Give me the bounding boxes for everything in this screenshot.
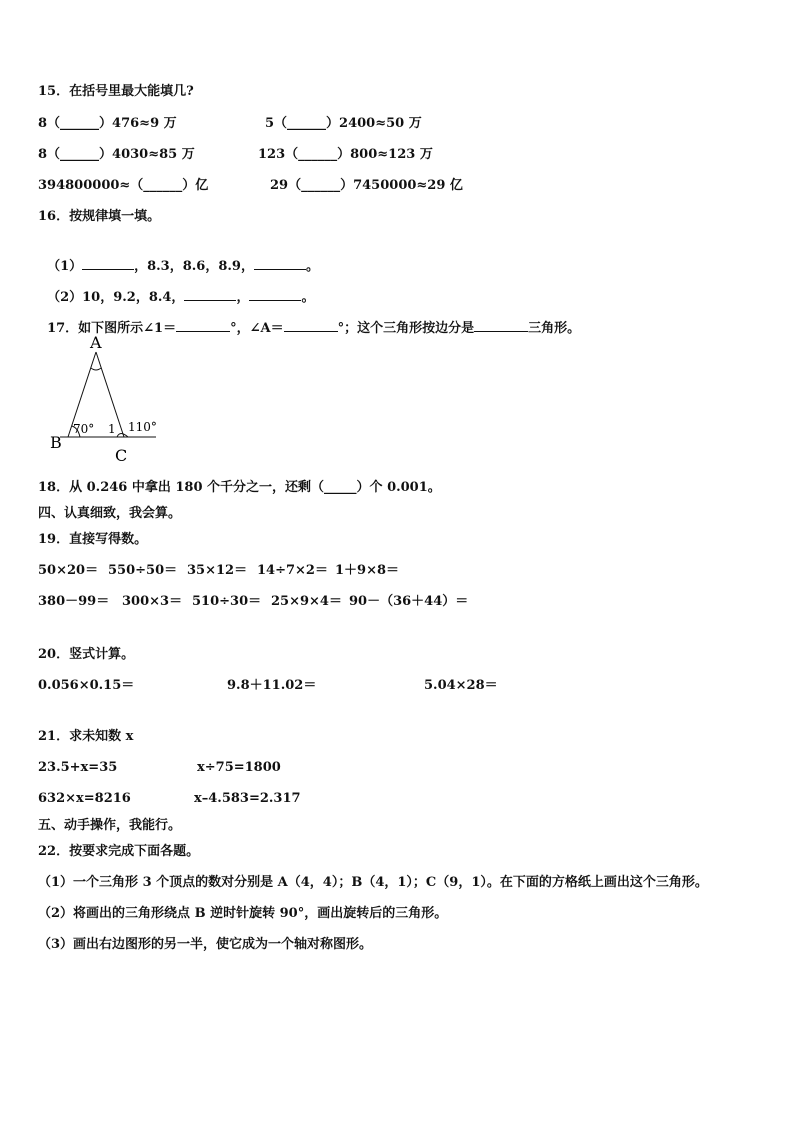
q17-part1: 17．如下图所示∠1＝ bbox=[47, 321, 177, 336]
q15-row2-right: 123（______）800≈123 万 bbox=[258, 147, 433, 162]
q16-line1-end: 。 bbox=[305, 259, 319, 274]
q17-blank-angleA[interactable] bbox=[284, 319, 338, 332]
label-a: A bbox=[90, 333, 102, 352]
q21-item-2: x÷75=1800 bbox=[197, 760, 281, 775]
label-angle-b: 70° bbox=[73, 422, 95, 436]
q15-title: 15．在括号里最大能填几? bbox=[38, 84, 194, 99]
q19-r2-c4: 25×9×4＝ bbox=[271, 594, 342, 609]
q19-r1-c3: 35×12＝ bbox=[187, 563, 248, 578]
q21-title: 21．求未知数 x bbox=[38, 729, 134, 744]
q20-item-3: 5.04×28＝ bbox=[424, 678, 498, 693]
q16-blank-1[interactable] bbox=[82, 257, 134, 270]
q16-line1-prefix: （1） bbox=[47, 259, 83, 274]
q17-part4: 三角形。 bbox=[528, 321, 581, 336]
q15-row3-right: 29（______）7450000≈29 亿 bbox=[270, 178, 463, 193]
q17-blank-type[interactable] bbox=[474, 319, 528, 332]
q21-item-4: x–4.583=2.317 bbox=[194, 791, 301, 806]
q16-blank-3[interactable] bbox=[184, 288, 236, 301]
q17-part3: °；这个三角形按边分是 bbox=[337, 321, 475, 336]
q22-sub-1: （1）一个三角形 3 个顶点的数对分别是 A（4，4）；B（4，1）；C（9，1）。在下面的方格纸上画出这个三角形。 bbox=[38, 875, 708, 890]
q16-line1-sequence: ，8.3，8.6，8.9， bbox=[134, 259, 254, 274]
label-c: C bbox=[115, 446, 128, 465]
q20-item-1: 0.056×0.15＝ bbox=[38, 678, 135, 693]
q16-line2 bbox=[38, 272, 314, 306]
q19-r1-c5: 1＋9×8＝ bbox=[335, 563, 400, 578]
q22-sub-3: （3）画出右边图形的另一半，使它成为一个轴对称图形。 bbox=[38, 937, 373, 952]
q15-row3-left: 394800000≈（______）亿 bbox=[38, 178, 209, 193]
q15-row1-left: 8（______）476≈9 万 bbox=[38, 116, 177, 131]
section-4-heading: 四、认真细致，我会算。 bbox=[38, 506, 182, 521]
q16-line2-end: 。 bbox=[301, 290, 315, 305]
q19-r1-c1: 50×20＝ bbox=[38, 563, 99, 578]
q19-title: 19．直接写得数。 bbox=[38, 532, 148, 547]
q15-row2-left: 8（______）4030≈85 万 bbox=[38, 147, 195, 162]
q19-r1-c2: 550÷50＝ bbox=[108, 563, 178, 578]
q16-title: 16．按规律填一填。 bbox=[38, 209, 161, 224]
q21-item-1: 23.5+x=35 bbox=[38, 760, 118, 775]
q21-item-3: 632×x=8216 bbox=[38, 791, 131, 806]
label-angle-ext: 110° bbox=[128, 420, 157, 434]
q16-line2-comma: ， bbox=[236, 290, 250, 305]
q22-title: 22．按要求完成下面各题。 bbox=[38, 844, 200, 859]
q16-blank-4[interactable] bbox=[249, 288, 301, 301]
q19-r2-c5: 90－（36＋44）＝ bbox=[349, 594, 469, 609]
q18-question: 18．从 0.246 中拿出 180 个千分之一，还剩（_____）个 0.001。 bbox=[38, 480, 441, 495]
q20-title: 20．竖式计算。 bbox=[38, 647, 135, 662]
q17-part2: °，∠A＝ bbox=[230, 321, 284, 336]
triangle-figure bbox=[40, 328, 180, 468]
angle-c-arc bbox=[117, 434, 128, 438]
section-5-heading: 五、动手操作，我能行。 bbox=[38, 818, 182, 833]
label-b: B bbox=[50, 433, 62, 452]
q16-line1 bbox=[38, 241, 319, 275]
label-angle-1: 1 bbox=[108, 422, 116, 436]
q16-blank-2[interactable] bbox=[254, 257, 306, 270]
angle-a-arc bbox=[91, 368, 101, 370]
q22-sub-2: （2）将画出的三角形绕点 B 逆时针旋转 90°，画出旋转后的三角形。 bbox=[38, 906, 448, 921]
q19-r2-c2: 300×3＝ bbox=[122, 594, 183, 609]
q19-r2-c1: 380－99＝ bbox=[38, 594, 110, 609]
q17-blank-angle1[interactable] bbox=[176, 319, 230, 332]
q16-line2-sequence: （2）10，9.2，8.4， bbox=[47, 290, 185, 305]
q19-r2-c3: 510÷30＝ bbox=[192, 594, 262, 609]
q15-row1-right: 5（______）2400≈50 万 bbox=[265, 116, 422, 131]
q19-r1-c4: 14÷7×2＝ bbox=[257, 563, 328, 578]
q20-item-2: 9.8＋11.02＝ bbox=[227, 678, 317, 693]
